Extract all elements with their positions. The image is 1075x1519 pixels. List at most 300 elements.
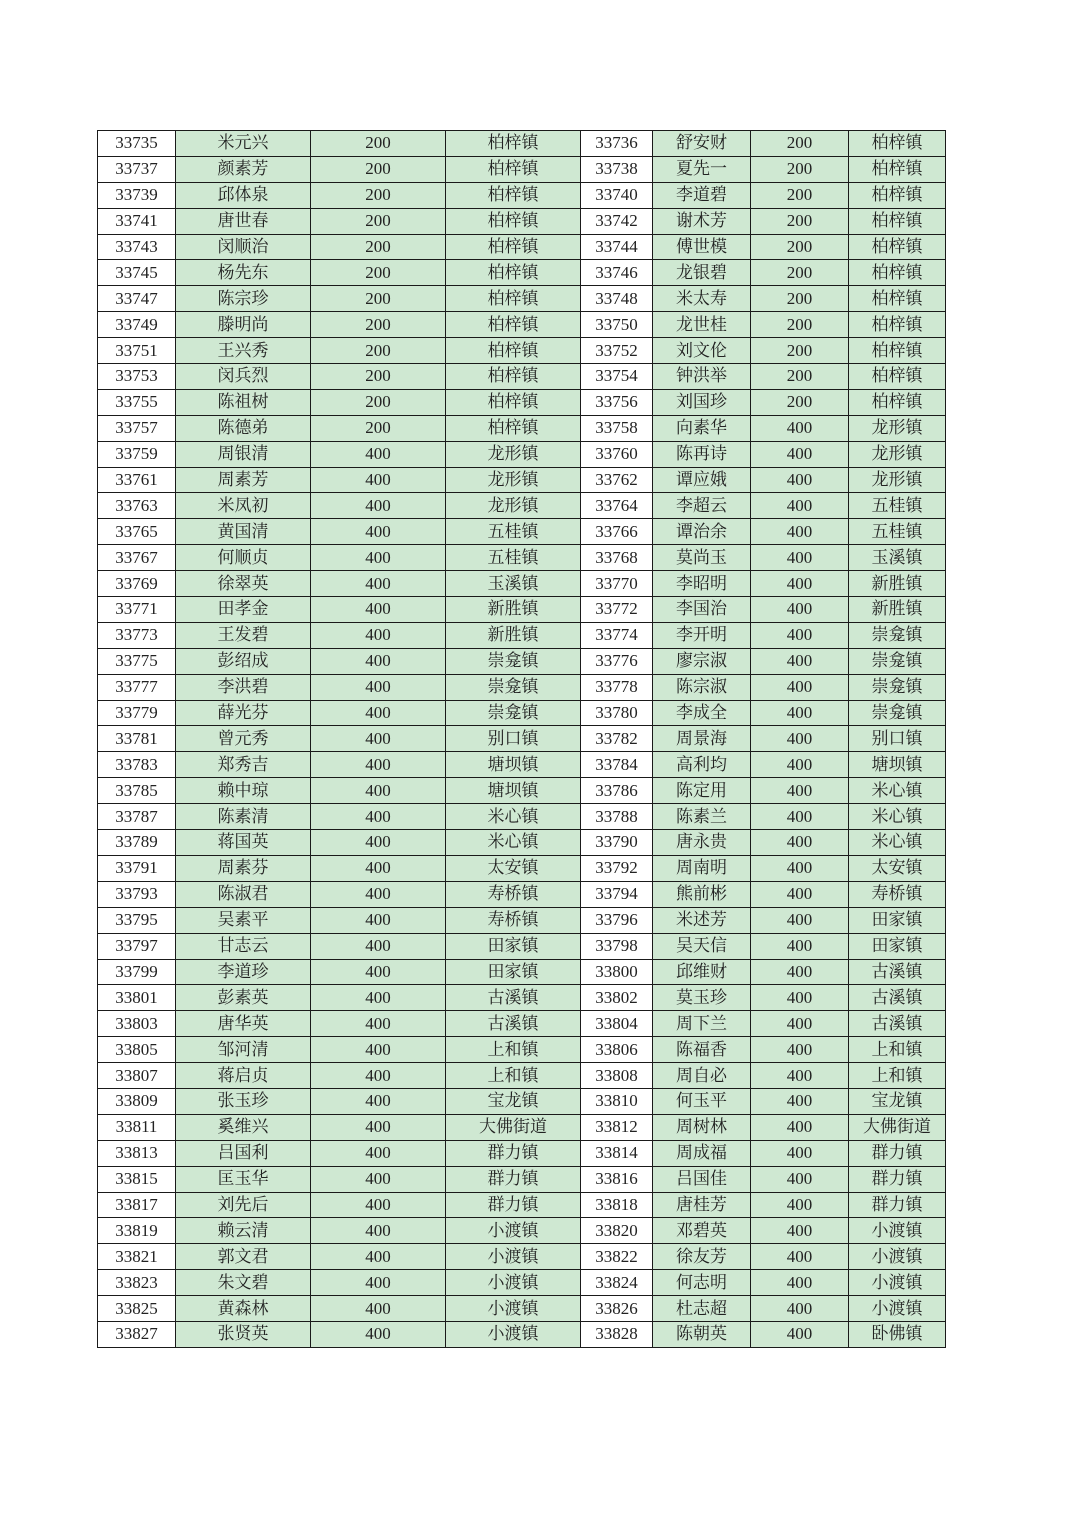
name-cell: 邱体泉 (176, 182, 311, 208)
name-cell: 奚维兴 (176, 1114, 311, 1140)
name-cell: 米凤初 (176, 493, 311, 519)
id-cell: 33779 (98, 700, 176, 726)
name-cell: 李昭明 (653, 571, 751, 597)
name-cell: 陈素清 (176, 804, 311, 830)
amount-cell: 200 (751, 364, 849, 390)
town-cell: 崇龛镇 (849, 674, 946, 700)
town-cell: 田家镇 (446, 959, 581, 985)
id-cell: 33828 (581, 1321, 653, 1347)
id-cell: 33802 (581, 985, 653, 1011)
id-cell: 33810 (581, 1088, 653, 1114)
id-cell: 33786 (581, 778, 653, 804)
table-row (98, 545, 946, 571)
amount-cell: 400 (751, 648, 849, 674)
town-cell: 龙形镇 (446, 441, 581, 467)
town-cell: 柏梓镇 (849, 260, 946, 286)
amount-cell: 400 (311, 1296, 446, 1322)
id-cell: 33753 (98, 364, 176, 390)
town-cell: 崇龛镇 (849, 622, 946, 648)
amount-cell: 400 (311, 855, 446, 881)
table-row (98, 571, 946, 597)
name-cell: 朱文碧 (176, 1270, 311, 1296)
town-cell: 群力镇 (849, 1140, 946, 1166)
id-cell: 33740 (581, 182, 653, 208)
id-cell: 33759 (98, 441, 176, 467)
name-cell: 何玉平 (653, 1088, 751, 1114)
town-cell: 小渡镇 (849, 1244, 946, 1270)
name-cell: 黄国清 (176, 519, 311, 545)
town-cell: 新胜镇 (446, 622, 581, 648)
name-cell: 向素华 (653, 415, 751, 441)
table-row (98, 415, 946, 441)
name-cell: 陈祖树 (176, 389, 311, 415)
amount-cell: 400 (311, 597, 446, 623)
id-cell: 33825 (98, 1296, 176, 1322)
town-cell: 上和镇 (849, 1037, 946, 1063)
id-cell: 33801 (98, 985, 176, 1011)
name-cell: 廖宗淑 (653, 648, 751, 674)
amount-cell: 200 (311, 312, 446, 338)
name-cell: 陈福香 (653, 1037, 751, 1063)
amount-cell: 400 (751, 933, 849, 959)
amount-cell: 200 (311, 415, 446, 441)
town-cell: 龙形镇 (446, 493, 581, 519)
amount-cell: 200 (311, 364, 446, 390)
id-cell: 33822 (581, 1244, 653, 1270)
town-cell: 新胜镇 (849, 597, 946, 623)
amount-cell: 400 (751, 493, 849, 519)
table-row (98, 933, 946, 959)
id-cell: 33752 (581, 338, 653, 364)
town-cell: 柏梓镇 (446, 286, 581, 312)
amount-cell: 400 (311, 1114, 446, 1140)
amount-cell: 400 (751, 700, 849, 726)
town-cell: 古溪镇 (446, 985, 581, 1011)
town-cell: 小渡镇 (446, 1270, 581, 1296)
amount-cell: 200 (311, 234, 446, 260)
name-cell: 陈宗珍 (176, 286, 311, 312)
town-cell: 柏梓镇 (446, 156, 581, 182)
table-row (98, 1063, 946, 1089)
town-cell: 柏梓镇 (446, 364, 581, 390)
amount-cell: 200 (751, 182, 849, 208)
amount-cell: 400 (311, 881, 446, 907)
id-cell: 33811 (98, 1114, 176, 1140)
amount-cell: 200 (311, 156, 446, 182)
name-cell: 陈淑君 (176, 881, 311, 907)
amount-cell: 400 (311, 933, 446, 959)
id-cell: 33737 (98, 156, 176, 182)
name-cell: 何顺贞 (176, 545, 311, 571)
name-cell: 匡玉华 (176, 1166, 311, 1192)
id-cell: 33785 (98, 778, 176, 804)
amount-cell: 400 (311, 726, 446, 752)
id-cell: 33756 (581, 389, 653, 415)
town-cell: 太安镇 (446, 855, 581, 881)
id-cell: 33812 (581, 1114, 653, 1140)
name-cell: 唐世春 (176, 208, 311, 234)
town-cell: 寿桥镇 (849, 881, 946, 907)
id-cell: 33746 (581, 260, 653, 286)
name-cell: 郑秀吉 (176, 752, 311, 778)
id-cell: 33809 (98, 1088, 176, 1114)
table-row (98, 182, 946, 208)
town-cell: 柏梓镇 (446, 312, 581, 338)
town-cell: 新胜镇 (446, 597, 581, 623)
name-cell: 李成全 (653, 700, 751, 726)
amount-cell: 200 (311, 131, 446, 157)
town-cell: 柏梓镇 (446, 389, 581, 415)
amount-cell: 200 (751, 260, 849, 286)
name-cell: 谢术芳 (653, 208, 751, 234)
table-row (98, 1244, 946, 1270)
town-cell: 小渡镇 (446, 1244, 581, 1270)
amount-cell: 400 (311, 1088, 446, 1114)
id-cell: 33757 (98, 415, 176, 441)
name-cell: 曾元秀 (176, 726, 311, 752)
name-cell: 陈定用 (653, 778, 751, 804)
id-cell: 33748 (581, 286, 653, 312)
name-cell: 谭治余 (653, 519, 751, 545)
town-cell: 别口镇 (446, 726, 581, 752)
id-cell: 33781 (98, 726, 176, 752)
name-cell: 周树林 (653, 1114, 751, 1140)
table-row (98, 700, 946, 726)
name-cell: 钟洪举 (653, 364, 751, 390)
id-cell: 33780 (581, 700, 653, 726)
amount-cell: 400 (751, 1011, 849, 1037)
town-cell: 小渡镇 (446, 1321, 581, 1347)
table-row (98, 778, 946, 804)
id-cell: 33747 (98, 286, 176, 312)
amount-cell: 400 (751, 415, 849, 441)
amount-cell: 400 (751, 1166, 849, 1192)
amount-cell: 400 (311, 700, 446, 726)
id-cell: 33791 (98, 855, 176, 881)
amount-cell: 400 (311, 959, 446, 985)
name-cell: 王兴秀 (176, 338, 311, 364)
id-cell: 33768 (581, 545, 653, 571)
town-cell: 塘坝镇 (446, 752, 581, 778)
amount-cell: 400 (751, 571, 849, 597)
name-cell: 田孝金 (176, 597, 311, 623)
table-row (98, 493, 946, 519)
amount-cell: 400 (311, 778, 446, 804)
table-row (98, 156, 946, 182)
town-cell: 小渡镇 (849, 1296, 946, 1322)
amount-cell: 200 (751, 338, 849, 364)
id-cell: 33816 (581, 1166, 653, 1192)
amount-cell: 400 (751, 467, 849, 493)
name-cell: 李超云 (653, 493, 751, 519)
table-row (98, 830, 946, 856)
id-cell: 33751 (98, 338, 176, 364)
name-cell: 周素芳 (176, 467, 311, 493)
table-row (98, 752, 946, 778)
table-row (98, 1037, 946, 1063)
town-cell: 群力镇 (849, 1192, 946, 1218)
town-cell: 柏梓镇 (446, 260, 581, 286)
id-cell: 33794 (581, 881, 653, 907)
amount-cell: 400 (311, 622, 446, 648)
name-cell: 陈德弟 (176, 415, 311, 441)
id-cell: 33814 (581, 1140, 653, 1166)
amount-cell: 400 (751, 1192, 849, 1218)
id-cell: 33776 (581, 648, 653, 674)
amount-cell: 400 (311, 1218, 446, 1244)
id-cell: 33797 (98, 933, 176, 959)
amount-cell: 200 (311, 208, 446, 234)
name-cell: 王发碧 (176, 622, 311, 648)
town-cell: 柏梓镇 (446, 415, 581, 441)
id-cell: 33827 (98, 1321, 176, 1347)
name-cell: 周银清 (176, 441, 311, 467)
id-cell: 33736 (581, 131, 653, 157)
amount-cell: 200 (311, 338, 446, 364)
id-cell: 33799 (98, 959, 176, 985)
town-cell: 群力镇 (446, 1192, 581, 1218)
table-row (98, 907, 946, 933)
town-cell: 寿桥镇 (446, 907, 581, 933)
name-cell: 杨先东 (176, 260, 311, 286)
town-cell: 柏梓镇 (446, 234, 581, 260)
name-cell: 陈朝英 (653, 1321, 751, 1347)
name-cell: 郭文君 (176, 1244, 311, 1270)
name-cell: 吴素平 (176, 907, 311, 933)
name-cell: 陈再诗 (653, 441, 751, 467)
town-cell: 小渡镇 (446, 1218, 581, 1244)
town-cell: 柏梓镇 (446, 182, 581, 208)
id-cell: 33787 (98, 804, 176, 830)
id-cell: 33789 (98, 830, 176, 856)
town-cell: 米心镇 (849, 804, 946, 830)
amount-cell: 400 (751, 830, 849, 856)
town-cell: 田家镇 (446, 933, 581, 959)
id-cell: 33804 (581, 1011, 653, 1037)
name-cell: 滕明尚 (176, 312, 311, 338)
town-cell: 上和镇 (446, 1063, 581, 1089)
name-cell: 刘先后 (176, 1192, 311, 1218)
id-cell: 33766 (581, 519, 653, 545)
id-cell: 33735 (98, 131, 176, 157)
name-cell: 龙世桂 (653, 312, 751, 338)
amount-cell: 400 (751, 907, 849, 933)
table-row (98, 1192, 946, 1218)
table-row (98, 674, 946, 700)
amount-cell: 400 (311, 545, 446, 571)
town-cell: 寿桥镇 (446, 881, 581, 907)
town-cell: 上和镇 (446, 1037, 581, 1063)
amount-cell: 200 (751, 234, 849, 260)
name-cell: 徐友芳 (653, 1244, 751, 1270)
name-cell: 杜志超 (653, 1296, 751, 1322)
id-cell: 33807 (98, 1063, 176, 1089)
table-row (98, 1270, 946, 1296)
table-row (98, 467, 946, 493)
name-cell: 周成福 (653, 1140, 751, 1166)
name-cell: 邱维财 (653, 959, 751, 985)
amount-cell: 400 (751, 1140, 849, 1166)
id-cell: 33798 (581, 933, 653, 959)
table-row (98, 364, 946, 390)
town-cell: 柏梓镇 (849, 389, 946, 415)
town-cell: 古溪镇 (849, 959, 946, 985)
amount-cell: 400 (751, 622, 849, 648)
town-cell: 米心镇 (446, 804, 581, 830)
name-cell: 陈素兰 (653, 804, 751, 830)
id-cell: 33739 (98, 182, 176, 208)
id-cell: 33805 (98, 1037, 176, 1063)
town-cell: 崇龛镇 (849, 648, 946, 674)
amount-cell: 200 (311, 286, 446, 312)
amount-cell: 200 (751, 208, 849, 234)
town-cell: 玉溪镇 (849, 545, 946, 571)
town-cell: 群力镇 (849, 1166, 946, 1192)
amount-cell: 400 (751, 1037, 849, 1063)
town-cell: 小渡镇 (849, 1218, 946, 1244)
amount-cell: 200 (751, 131, 849, 157)
amount-cell: 400 (751, 1063, 849, 1089)
name-cell: 赖中琼 (176, 778, 311, 804)
id-cell: 33790 (581, 830, 653, 856)
table-row (98, 1321, 946, 1347)
town-cell: 田家镇 (849, 933, 946, 959)
id-cell: 33792 (581, 855, 653, 881)
amount-cell: 200 (751, 389, 849, 415)
id-cell: 33774 (581, 622, 653, 648)
town-cell: 柏梓镇 (446, 338, 581, 364)
name-cell: 周素芬 (176, 855, 311, 881)
town-cell: 小渡镇 (446, 1296, 581, 1322)
id-cell: 33819 (98, 1218, 176, 1244)
town-cell: 宝龙镇 (849, 1088, 946, 1114)
amount-cell: 400 (311, 804, 446, 830)
name-cell: 李国治 (653, 597, 751, 623)
id-cell: 33783 (98, 752, 176, 778)
id-cell: 33813 (98, 1140, 176, 1166)
amount-cell: 400 (751, 441, 849, 467)
name-cell: 吕国佳 (653, 1166, 751, 1192)
name-cell: 吕国利 (176, 1140, 311, 1166)
id-cell: 33750 (581, 312, 653, 338)
name-cell: 黄森林 (176, 1296, 311, 1322)
town-cell: 柏梓镇 (849, 286, 946, 312)
table-row (98, 286, 946, 312)
town-cell: 柏梓镇 (849, 364, 946, 390)
table-row (98, 312, 946, 338)
town-cell: 古溪镇 (446, 1011, 581, 1037)
town-cell: 古溪镇 (849, 985, 946, 1011)
name-cell: 蒋国英 (176, 830, 311, 856)
name-cell: 陈宗淑 (653, 674, 751, 700)
table-row (98, 855, 946, 881)
amount-cell: 400 (751, 752, 849, 778)
town-cell: 新胜镇 (849, 571, 946, 597)
id-cell: 33782 (581, 726, 653, 752)
amount-cell: 400 (311, 985, 446, 1011)
town-cell: 田家镇 (849, 907, 946, 933)
id-cell: 33749 (98, 312, 176, 338)
town-cell: 五桂镇 (849, 519, 946, 545)
name-cell: 米述芳 (653, 907, 751, 933)
amount-cell: 400 (751, 519, 849, 545)
id-cell: 33763 (98, 493, 176, 519)
id-cell: 33767 (98, 545, 176, 571)
town-cell: 五桂镇 (849, 493, 946, 519)
id-cell: 33777 (98, 674, 176, 700)
amount-cell: 400 (311, 1192, 446, 1218)
town-cell: 米心镇 (849, 830, 946, 856)
id-cell: 33788 (581, 804, 653, 830)
id-cell: 33824 (581, 1270, 653, 1296)
table-row (98, 622, 946, 648)
town-cell: 柏梓镇 (849, 156, 946, 182)
name-cell: 舒安财 (653, 131, 751, 157)
name-cell: 彭绍成 (176, 648, 311, 674)
town-cell: 龙形镇 (849, 415, 946, 441)
town-cell: 五桂镇 (446, 545, 581, 571)
name-cell: 米元兴 (176, 131, 311, 157)
table-row (98, 1218, 946, 1244)
table-row (98, 1088, 946, 1114)
name-cell: 周景海 (653, 726, 751, 752)
amount-cell: 400 (751, 545, 849, 571)
amount-cell: 200 (311, 389, 446, 415)
amount-cell: 400 (311, 1166, 446, 1192)
id-cell: 33744 (581, 234, 653, 260)
town-cell: 崇龛镇 (849, 700, 946, 726)
town-cell: 宝龙镇 (446, 1088, 581, 1114)
town-cell: 古溪镇 (849, 1011, 946, 1037)
table-row (98, 597, 946, 623)
town-cell: 大佛街道 (849, 1114, 946, 1140)
town-cell: 米心镇 (446, 830, 581, 856)
table-row (98, 260, 946, 286)
id-cell: 33771 (98, 597, 176, 623)
id-cell: 33823 (98, 1270, 176, 1296)
name-cell: 周南明 (653, 855, 751, 881)
id-cell: 33793 (98, 881, 176, 907)
table-row (98, 131, 946, 157)
id-cell: 33742 (581, 208, 653, 234)
town-cell: 柏梓镇 (849, 208, 946, 234)
id-cell: 33761 (98, 467, 176, 493)
name-cell: 薛光芬 (176, 700, 311, 726)
amount-cell: 200 (311, 182, 446, 208)
town-cell: 龙形镇 (849, 467, 946, 493)
name-cell: 甘志云 (176, 933, 311, 959)
amount-cell: 400 (751, 597, 849, 623)
table-body (98, 131, 946, 1348)
name-cell: 刘文伦 (653, 338, 751, 364)
town-cell: 大佛街道 (446, 1114, 581, 1140)
amount-cell: 400 (311, 441, 446, 467)
amount-cell: 400 (751, 1088, 849, 1114)
name-cell: 傅世模 (653, 234, 751, 260)
name-cell: 李洪碧 (176, 674, 311, 700)
amount-cell: 400 (751, 778, 849, 804)
id-cell: 33764 (581, 493, 653, 519)
name-cell: 张贤英 (176, 1321, 311, 1347)
name-cell: 彭素英 (176, 985, 311, 1011)
id-cell: 33738 (581, 156, 653, 182)
id-cell: 33758 (581, 415, 653, 441)
amount-cell: 400 (751, 1114, 849, 1140)
amount-cell: 400 (751, 726, 849, 752)
name-cell: 蒋启贞 (176, 1063, 311, 1089)
name-cell: 夏先一 (653, 156, 751, 182)
table-row (98, 881, 946, 907)
